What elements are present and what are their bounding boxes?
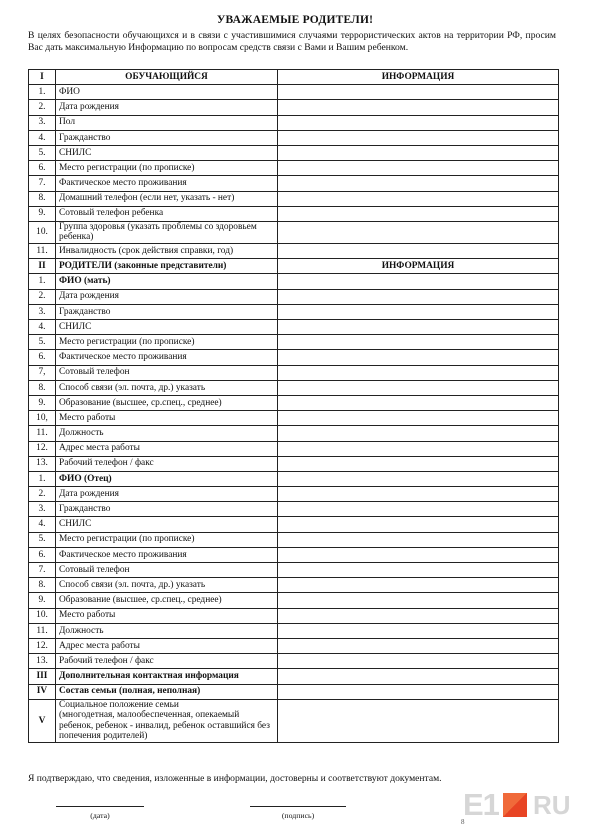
info-field[interactable] xyxy=(278,654,559,669)
info-field[interactable] xyxy=(278,365,559,380)
info-field[interactable] xyxy=(278,563,559,578)
info-field[interactable] xyxy=(278,441,559,456)
form-row xyxy=(29,161,559,176)
info-field[interactable] xyxy=(278,274,559,289)
section-heading: ОБУЧАЮЩИЙСЯ xyxy=(56,70,278,85)
info-field[interactable] xyxy=(278,411,559,426)
row-number: 9. xyxy=(29,593,56,608)
row-label: Фактическое место проживания xyxy=(56,350,278,365)
row-number: 2. xyxy=(29,289,56,304)
info-field[interactable] xyxy=(278,578,559,593)
row-label: Группа здоровья (указать проблемы со здоровьем ребенка) xyxy=(56,221,278,243)
social-status-cell xyxy=(56,699,278,742)
info-field[interactable] xyxy=(278,547,559,562)
date-label: (дата) xyxy=(90,811,110,820)
row-label: Способ связи (эл. почта, др.) указать xyxy=(56,578,278,593)
row-number: 10. xyxy=(29,221,56,243)
form-row xyxy=(29,623,559,638)
form-row xyxy=(29,395,559,410)
info-field[interactable] xyxy=(278,684,559,699)
row-number: 7. xyxy=(29,176,56,191)
form-row xyxy=(29,578,559,593)
section-heading: Дополнительная контактная информация xyxy=(56,669,278,684)
row-number: 2. xyxy=(29,100,56,115)
form-row xyxy=(29,289,559,304)
row-label: Место регистрации (по прописке) xyxy=(56,161,278,176)
form-row xyxy=(29,638,559,653)
form-row xyxy=(29,471,559,486)
watermark-square-icon xyxy=(503,793,527,817)
form-row xyxy=(29,365,559,380)
row-label: Инвалидность (срок действия справки, год) xyxy=(56,244,278,259)
document-title: УВАЖАЕМЫЕ РОДИТЕЛИ! xyxy=(216,14,374,26)
form-row xyxy=(29,335,559,350)
row-label: Место регистрации (по прописке) xyxy=(56,532,278,547)
row-number: 9. xyxy=(29,395,56,410)
confirmation-statement: Я подтверждаю, что сведения, изложенные в информации, достоверны и соответствуют документам. xyxy=(28,773,442,784)
row-number: 11. xyxy=(29,623,56,638)
form-row xyxy=(29,85,559,100)
form-row xyxy=(29,502,559,517)
info-field[interactable] xyxy=(278,100,559,115)
section-heading: Социальное положение семьи xyxy=(59,699,179,710)
row-label: Домашний телефон (если нет, указать - нет) xyxy=(56,191,278,206)
section-header-student xyxy=(29,70,559,85)
row-number: 6. xyxy=(29,161,56,176)
row-label: СНИЛС xyxy=(56,320,278,335)
info-field[interactable] xyxy=(278,115,559,130)
info-column-heading: ИНФОРМАЦИЯ xyxy=(278,70,559,85)
info-field[interactable] xyxy=(278,85,559,100)
row-number: 2. xyxy=(29,487,56,502)
info-field[interactable] xyxy=(278,161,559,176)
row-label: Образование (высшее, ср.спец., среднее) xyxy=(56,395,278,410)
info-column-heading: ИНФОРМАЦИЯ xyxy=(278,259,559,274)
row-label: Сотовый телефон xyxy=(56,365,278,380)
info-field[interactable] xyxy=(278,380,559,395)
row-label: Пол xyxy=(56,115,278,130)
info-field[interactable] xyxy=(278,130,559,145)
info-field[interactable] xyxy=(278,350,559,365)
info-field[interactable] xyxy=(278,395,559,410)
row-number: 8. xyxy=(29,380,56,395)
row-number: 7, xyxy=(29,365,56,380)
form-row xyxy=(29,176,559,191)
row-label: Рабочий телефон / факс xyxy=(56,654,278,669)
form-row xyxy=(29,380,559,395)
row-label: Место регистрации (по прописке) xyxy=(56,335,278,350)
row-label: Дата рождения xyxy=(56,487,278,502)
row-number: 1. xyxy=(29,85,56,100)
row-label: ФИО (мать) xyxy=(56,274,278,289)
form-row xyxy=(29,547,559,562)
form-row xyxy=(29,350,559,365)
form-row xyxy=(29,145,559,160)
section-heading: Состав семьи (полная, неполная) xyxy=(56,684,278,699)
row-label: Место работы xyxy=(56,608,278,623)
section-number: V xyxy=(29,699,56,742)
info-field[interactable] xyxy=(278,426,559,441)
form-row xyxy=(29,221,559,243)
info-field[interactable] xyxy=(278,206,559,221)
row-number: 11. xyxy=(29,244,56,259)
row-label: Рабочий телефон / факс xyxy=(56,456,278,471)
row-number: 3. xyxy=(29,502,56,517)
info-field[interactable] xyxy=(278,699,559,742)
row-label: Фактическое место проживания xyxy=(56,176,278,191)
row-label: ФИО (Отец) xyxy=(56,471,278,486)
watermark-text-left: E1 xyxy=(463,787,499,822)
intro-paragraph: В целях безопасности обучающихся и в связи с участившимися случаями террористических актов на территории РФ, просим Вас дать максимальную Информацию по вопросам средств связи с Вами и Вашим ребенком. xyxy=(28,30,556,54)
signature-label: (подпись) xyxy=(281,811,315,820)
row-number: 11. xyxy=(29,426,56,441)
section-number: I xyxy=(29,70,56,85)
row-number: 6. xyxy=(29,350,56,365)
form-row xyxy=(29,593,559,608)
row-label: Дата рождения xyxy=(56,100,278,115)
section-row-additional-contact xyxy=(29,669,559,684)
form-row xyxy=(29,517,559,532)
info-field[interactable] xyxy=(278,304,559,319)
form-row xyxy=(29,304,559,319)
row-number: 3. xyxy=(29,304,56,319)
section-number: IV xyxy=(29,684,56,699)
row-number: 4. xyxy=(29,320,56,335)
form-row xyxy=(29,115,559,130)
section-detail: (многодетная, малообеспеченная, опекаемый ребенок, ребенок - инвалид, ребенок оставшийся без попечения родителей) xyxy=(59,710,270,742)
info-field[interactable] xyxy=(278,471,559,486)
section-header-parents xyxy=(29,259,559,274)
row-number: 7. xyxy=(29,563,56,578)
form-row xyxy=(29,130,559,145)
row-label: СНИЛС xyxy=(56,517,278,532)
row-number: 12. xyxy=(29,638,56,653)
row-label: СНИЛС xyxy=(56,145,278,160)
row-label: ФИО xyxy=(56,85,278,100)
row-number: 9. xyxy=(29,206,56,221)
info-field[interactable] xyxy=(278,244,559,259)
watermark-logo xyxy=(463,787,573,821)
form-row xyxy=(29,441,559,456)
info-field[interactable] xyxy=(278,532,559,547)
row-number: 1. xyxy=(29,274,56,289)
form-row xyxy=(29,411,559,426)
section-row-social-status xyxy=(29,699,559,742)
info-field[interactable] xyxy=(278,487,559,502)
row-label: Адрес места работы xyxy=(56,638,278,653)
row-label: Дата рождения xyxy=(56,289,278,304)
section-row-family xyxy=(29,684,559,699)
row-label: Фактическое место проживания xyxy=(56,547,278,562)
page-stamp: 8 xyxy=(461,818,465,826)
section-number: III xyxy=(29,669,56,684)
signature-line[interactable] xyxy=(250,806,346,807)
info-field[interactable] xyxy=(278,638,559,653)
info-field[interactable] xyxy=(278,669,559,684)
form-row xyxy=(29,426,559,441)
row-number: 8. xyxy=(29,191,56,206)
row-number: 5. xyxy=(29,145,56,160)
row-number: 1. xyxy=(29,471,56,486)
form-row xyxy=(29,654,559,669)
info-field[interactable] xyxy=(278,335,559,350)
info-field[interactable] xyxy=(278,517,559,532)
row-number: 5. xyxy=(29,532,56,547)
info-field[interactable] xyxy=(278,191,559,206)
info-form-table xyxy=(28,69,559,743)
info-field[interactable] xyxy=(278,456,559,471)
info-field[interactable] xyxy=(278,502,559,517)
form-row xyxy=(29,563,559,578)
info-field[interactable] xyxy=(278,145,559,160)
row-label: Должность xyxy=(56,623,278,638)
form-row xyxy=(29,244,559,259)
row-number: 4. xyxy=(29,517,56,532)
row-number: 5. xyxy=(29,335,56,350)
form-row xyxy=(29,532,559,547)
form-row xyxy=(29,320,559,335)
row-label: Сотовый телефон ребенка xyxy=(56,206,278,221)
row-number: 13. xyxy=(29,456,56,471)
info-field[interactable] xyxy=(278,608,559,623)
row-label: Адрес места работы xyxy=(56,441,278,456)
row-label: Способ связи (эл. почта, др.) указать xyxy=(56,380,278,395)
info-field[interactable] xyxy=(278,623,559,638)
info-field[interactable] xyxy=(278,221,559,243)
row-number: 10. xyxy=(29,608,56,623)
row-number: 3. xyxy=(29,115,56,130)
row-number: 10, xyxy=(29,411,56,426)
form-row xyxy=(29,487,559,502)
section-heading: РОДИТЕЛИ (законные представители) xyxy=(56,259,278,274)
info-field[interactable] xyxy=(278,289,559,304)
row-number: 4. xyxy=(29,130,56,145)
row-label: Образование (высшее, ср.спец., среднее) xyxy=(56,593,278,608)
row-label: Гражданство xyxy=(56,304,278,319)
date-signature-line[interactable] xyxy=(56,806,144,807)
form-row xyxy=(29,191,559,206)
row-label: Место работы xyxy=(56,411,278,426)
row-number: 12. xyxy=(29,441,56,456)
info-field[interactable] xyxy=(278,176,559,191)
form-row xyxy=(29,456,559,471)
form-row xyxy=(29,274,559,289)
row-label: Гражданство xyxy=(56,502,278,517)
row-number: 8. xyxy=(29,578,56,593)
form-row xyxy=(29,100,559,115)
row-label: Сотовый телефон xyxy=(56,563,278,578)
info-field[interactable] xyxy=(278,593,559,608)
row-number: 6. xyxy=(29,547,56,562)
row-number: 13. xyxy=(29,654,56,669)
row-label: Гражданство xyxy=(56,130,278,145)
section-number: II xyxy=(29,259,56,274)
watermark-text-right: RU xyxy=(533,790,571,820)
form-row xyxy=(29,206,559,221)
row-label: Должность xyxy=(56,426,278,441)
info-field[interactable] xyxy=(278,320,559,335)
form-row xyxy=(29,608,559,623)
